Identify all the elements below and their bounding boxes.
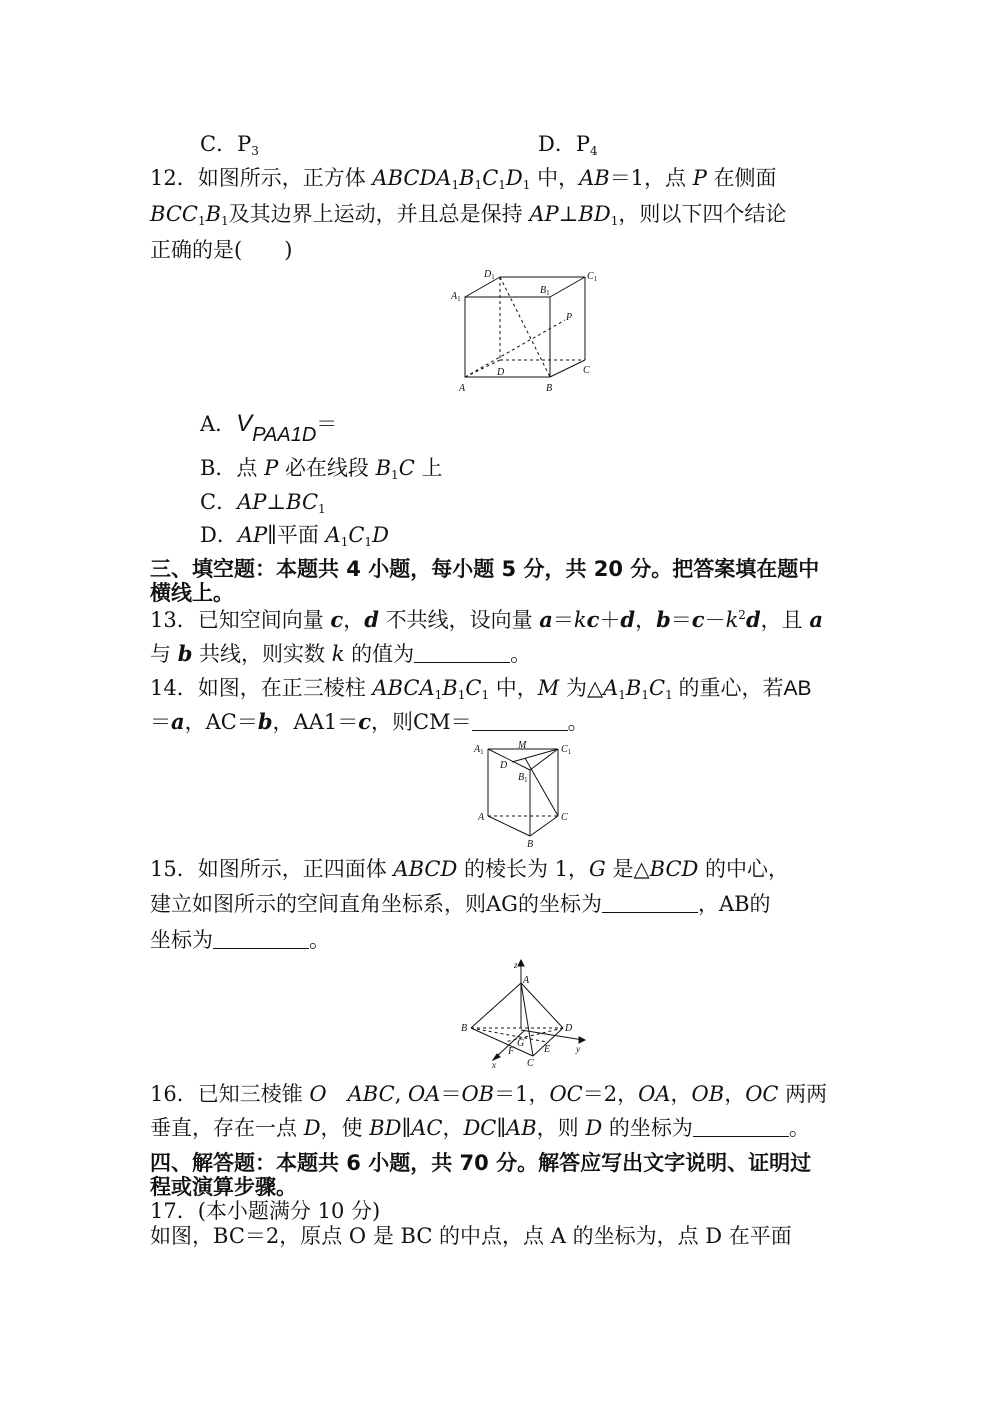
label-b: B (546, 383, 553, 394)
q11-option-d: D．$P_4$ (538, 132, 598, 158)
label-d: D (565, 1023, 573, 1034)
answer-blank[interactable] (213, 928, 309, 949)
section-4-heading-line-2: 程或演算步骤。 (150, 1175, 297, 1199)
cube-figure (440, 265, 610, 400)
label-c: C (583, 365, 590, 376)
q14-line-1: 14．如图，在正三棱柱 $ABCA_1B_1C_1$ 中，M 为$\triangle A_1B_1C_1$ 的重心，若AB (150, 676, 812, 702)
q12-line-3: 正确的是( ) (150, 238, 293, 262)
label-b1: $B_1$ (540, 285, 550, 297)
label-c1: $C_1$ (561, 744, 572, 756)
label-a1: $A_1$ (474, 744, 484, 756)
label-b: B (527, 839, 534, 850)
section-4-heading-line-1: 四、解答题：本题共 6 小题，共 70 分。解答应写出文字说明、证明过 (150, 1151, 812, 1175)
label-f: F (508, 1046, 515, 1057)
answer-blank[interactable] (602, 892, 698, 913)
answer-blank[interactable] (693, 1116, 789, 1137)
q13-line-1: 13．已知空间向量 c，d 不共线，设向量 a＝kc＋d，$b=c-k^2d$，且 a (150, 607, 823, 632)
label-c: C (561, 812, 568, 823)
answer-blank[interactable] (472, 710, 568, 731)
q12-option-b: B．点 P 必在线段 $B_1C$ 上 (200, 456, 443, 482)
answer-blank[interactable] (414, 642, 510, 663)
q16-line-1: 16．已知三棱锥 O ABC, OA＝OB＝1，OC＝2，OA，OB，OC 两两 (150, 1082, 828, 1106)
q11-option-c: C．$P_3$ (200, 132, 259, 158)
q12-line-1: 12．如图所示，正方体 $ABCDA_1B_1C_1D_1$ 中，AB＝1，点 P 在侧面 (150, 166, 777, 192)
q12-option-d: D．AP∥平面 $A_1C_1D$ (200, 523, 389, 549)
label-c: C (527, 1058, 534, 1069)
section-3-heading-line-2: 横线上。 (150, 581, 234, 605)
label-p: P (566, 312, 573, 323)
label-g: G (517, 1038, 525, 1049)
label-m: M (518, 740, 527, 751)
label-b1: $B_1$ (518, 772, 528, 784)
prism-figure (470, 740, 580, 850)
q15-line-1: 15．如图所示，正四面体 ABCD 的棱长为 1，G 是△BCD 的中心， (150, 857, 790, 881)
q16-line-2: 垂直，存在一点 D，使 BD∥AC，DC∥AB，则 D 的坐标为 。 (150, 1116, 810, 1140)
q17-line-2: 如图，BC＝2，原点 O 是 BC 的中点，点 A 的坐标为，点 D 在平面 (150, 1224, 792, 1248)
label-a: A (478, 812, 485, 823)
label-a: A (459, 383, 466, 394)
label-a: A (523, 975, 530, 986)
q14-line-2: ＝a，AC＝b，AA1＝c，则CM＝ 。 (150, 709, 589, 734)
q15-line-3: 坐标为 。 (150, 928, 330, 952)
label-c1: $C_1$ (587, 271, 598, 283)
label-d1: $D_1$ (484, 269, 495, 281)
q17-line-1: 17．(本小题满分 10 分) (150, 1199, 381, 1223)
section-3-heading-line-1: 三、填空题：本题共 4 小题，每小题 5 分，共 20 分。把答案填在题中 (150, 557, 820, 581)
label-x: x (492, 1060, 496, 1070)
label-d: D (497, 367, 505, 378)
q12-option-c: C．$AP\perp BC_1$ (200, 490, 326, 516)
q15-line-2: 建立如图所示的空间直角坐标系，则AG的坐标为 ，AB的 (150, 892, 771, 916)
q12-option-a: A．VPAA1D＝ (200, 410, 338, 446)
label-a1: $A_1$ (451, 291, 461, 303)
label-y: y (576, 1044, 580, 1054)
label-z: z (514, 960, 518, 970)
q13-line-2: 与 b 共线，则实数 k 的值为 。 (150, 641, 532, 666)
label-b: B (461, 1023, 468, 1034)
q12-line-2: $BCC_1B_1$及其边界上运动，并且总是保持 $AP\perp BD_1$，则以下四个结论 (150, 202, 787, 228)
label-d: D (500, 760, 508, 771)
tetrahedron-figure (455, 958, 590, 1070)
label-e: E (544, 1044, 551, 1055)
